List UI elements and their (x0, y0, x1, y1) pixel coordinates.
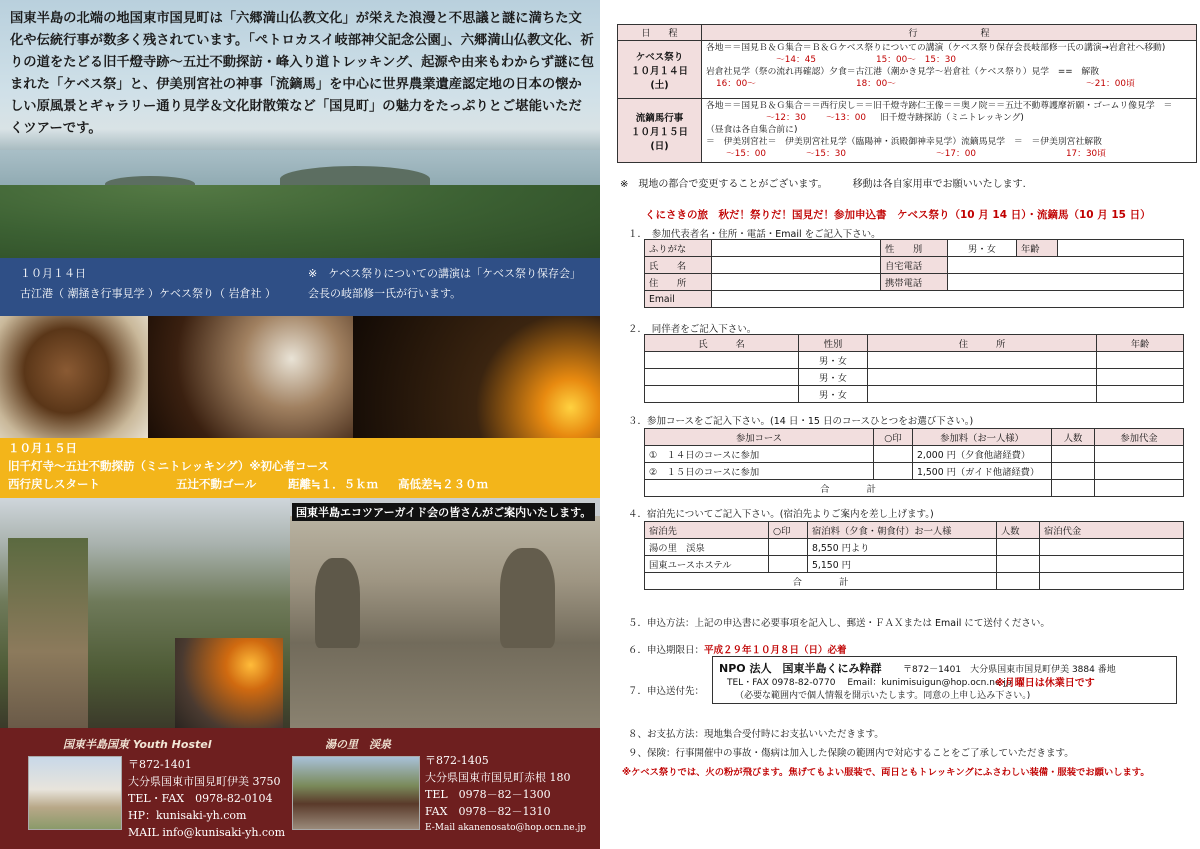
lodging-footer (0, 728, 600, 849)
day1-note-1: ※ ケベス祭りについての講演は「ケベス祭り保存会」 (308, 267, 581, 280)
section-7-label: ７．申込送付先： (628, 686, 705, 697)
lodging2-zip: 〒872-1405 (425, 754, 489, 767)
npo-holiday: ※月曜日は休業日です (995, 678, 1095, 689)
course-1-label: ① １４日のコースに参加 (645, 446, 874, 463)
companion-2-name[interactable] (645, 369, 799, 386)
deadline: 平成２９年１０月８日（日）必着 (704, 645, 847, 656)
schedule-note: ※ 現地の都合で変更することがございます。 移動は各自家用車でお願いいたします. (620, 179, 1026, 190)
fire-ritual-photo (148, 316, 353, 438)
hero-landscape-photo (0, 0, 600, 258)
section-2-heading: ２． 同伴者をご記入下さい。 (628, 324, 757, 335)
lodge-2-label: 国東ユースホステル (645, 556, 769, 573)
section-9-text: ９、保険：行事開催中の事故・傷病は加入した保険の範囲内で対応することをご了承していただきます。 (628, 748, 1074, 759)
age-field[interactable] (1058, 240, 1184, 257)
lodging2-mail: E-Mail akanenosato@hop.ocn.ne.jp (425, 823, 587, 833)
day1-band (0, 258, 600, 316)
day2-distance: 距離≒１．５ｋｍ (288, 477, 379, 491)
yabusame-day: 流鏑馬行事 １０月１５日(日) (618, 99, 702, 163)
festival-photo-strip (0, 316, 600, 438)
lodging1-address: 大分県国東市国見町伊美 3750 (128, 775, 281, 788)
day1-date: １０月１４日 (20, 267, 86, 280)
lodging1-zip: 〒872-1401 (128, 758, 192, 771)
trekking-photo-collage (0, 498, 600, 728)
lodging1-hp: HP：kunisaki-yh.com (128, 809, 247, 822)
course-2-label: ② １５日のコースに参加 (645, 463, 874, 480)
companion-table: 氏 名 性別 住 所 年齢 男・女 男・女 男・女 (644, 334, 1184, 403)
section-3-heading: ３．参加コースをご記入下さい。(14 日・15 日のコースひとつをお選び下さい。) (628, 416, 974, 427)
furigana-field[interactable] (712, 240, 881, 257)
lodging2-name: 湯の里 渓泉 (325, 738, 391, 751)
bonfire-crowd-photo (353, 316, 600, 438)
day2-elevation: 高低差≒２３０ｍ (398, 477, 489, 491)
section-1-heading: １． 参加代表者名・住所・電話・Email をご記入下さい。 (628, 229, 881, 240)
companion-3-name[interactable] (645, 386, 799, 403)
companion-1-name[interactable] (645, 352, 799, 369)
goma-fire-photo (175, 638, 283, 728)
lodging-table: 宿泊先 ○印 宿泊料（夕食・朝食付）お一人様 人数 宿泊代金 湯の里 渓泉 8,550 円より 国東ユースホステル 5,150 円 合 計 (644, 521, 1184, 590)
lodging2-address: 大分県国東市国見町赤根 180 (425, 771, 571, 784)
course-table: 参加コース ○印 参加料（お一人様） 人数 参加代金 ① １４日のコースに参加 2,000 円（夕食他諸経費） ② １５日のコースに参加 1,500 円（ガイド他諸経費） 合 計 (644, 428, 1184, 497)
mobile-field[interactable] (948, 274, 1184, 291)
mask-photo (0, 316, 148, 438)
section-5-text: ５．申込方法：上記の申込書に必要事項を記入し、郵送・ＦＡＸまたは Email にて送付ください。 (628, 618, 1050, 629)
day2-goal: 五辻不動ゴール (176, 477, 257, 491)
section-8-text: ８、お支払方法：現地集合受付時にお支払いいただきます。 (628, 729, 884, 740)
fire-warning: ※ケベス祭りでは、火の粉が飛びます。焦げてもよい服装で、両日ともトレッキングにふさわしい装備・服装でお願いします。 (622, 767, 1150, 778)
npo-org: NPO 法人 国東半島くにみ粋群 (719, 662, 882, 675)
lodging1-mail: MAIL info@kunisaki-yh.com (128, 826, 286, 839)
yabusame-plan: 各地＝＝国見Ｂ＆Ｇ集合＝＝西行戻し＝＝旧千燈寺跡仁王像＝＝奥ノ院＝＝五辻不動尊護摩祈願・ゴームリ像見学 ＝ ～12：30 ～13：00 旧千燈寺跡探訪（ミニトレッキング) （昼食は各自集合前に) ＝ 伊美別宮社＝ 伊美別宮社見学（臨陽神・浜殿御神幸見学）流鏑馬見学 ＝ ＝伊美別宮社解散 ～15：00 ～15：30 ～17：00 17：30頃 (702, 99, 1197, 163)
kebesu-day: ケベス祭り １０月１４日(土) (618, 41, 702, 99)
schedule-head-plan: 行 程 (702, 25, 1197, 41)
day1-note-2: 会長の岐部修一氏が行います。 (308, 287, 462, 300)
lodging1-name: 国東半島国東 Youth Hostel (63, 738, 212, 751)
lodging1-tel: TEL・FAX 0978-82-0104 (128, 792, 273, 805)
schedule-table (617, 24, 1197, 163)
section-6-text: ６．申込期限日：平成２９年１０月８日（日）必着 (628, 645, 847, 656)
stone-statue-right (500, 548, 555, 648)
home-tel-field[interactable] (948, 257, 1184, 274)
kebesu-plan: 各地＝＝国見Ｂ＆Ｇ集合＝Ｂ＆Ｇケベス祭りについての講演（ケベス祭り保存会長岐部修一氏の講演→岩倉社へ移動) ～14：45 15：00～ 15：30 岩倉社見学（祭の流れ再確認）夕食＝古江港（潮かき見学～岩倉社（ケベス祭り）見学 == 解散 16：00～ 18：00～ ～21：00頃 (702, 41, 1197, 99)
keisen-photo (292, 756, 420, 830)
email-field[interactable] (712, 291, 1184, 308)
npo-contact-box (712, 656, 1177, 704)
npo-privacy: （必要な範囲内で個人情報を開示いたします。同意の上申し込み下さい。) (735, 691, 1031, 701)
day2-start: 西行戻しスタート (8, 477, 100, 491)
gender-field[interactable]: 男・女 (948, 240, 1017, 257)
right-panel (600, 0, 1200, 849)
course-2-mark[interactable] (874, 463, 913, 480)
lodge-1-label: 湯の里 渓泉 (645, 539, 769, 556)
npo-address: 〒872－1401 大分県国東市国見町伊美 3884 番地 (903, 665, 1116, 675)
form-title: くにさきの旅 秋だ！祭りだ！国見だ！参加申込書 ケベス祭り（10 月 14 日）・流鏑馬（10 月 15 日） (645, 209, 1151, 221)
day2-line1: 旧千灯寺～五辻不動探訪（ミニトレッキング）※初心者コース (8, 459, 329, 473)
npo-contact: TEL・FAX 0978-82-0770 Email：kunimisuigun@hop.ocn.ne.jp (727, 678, 1012, 688)
guide-caption: 国東半島エコツアーガイド会の皆さんがご案内いたします。 (292, 503, 595, 521)
course-1-mark[interactable] (874, 446, 913, 463)
intro-text: 国東半島の北端の地国東市国見町は「六郷満山仏教文化」が栄えた浪漫と不思議と謎に満ちた文化や伝統行事が数多く残されています。「ペトロカスイ岐部神父記念公園」、六郷満山仏教文化、祈りの道をたどる旧千燈寺跡～五辻不動探訪・峰入り道トレッキング、起源や由来もわからず謎に包まれた「ケベス祭」と、伊美別宮社の神事「流鏑馬」を中心に世界農業遺産認定地の日本の懐かしい原風景とギャラリー通り見学＆文化財散策など「国見町」の魅力をたっぷりとご堪能いただくツアーです。 (10, 11, 594, 136)
day1-desc: 古江港（ 潮掻き行事見学 ）ケベス祭り（ 岩倉社 ） (20, 287, 276, 300)
day2-band (0, 438, 600, 498)
stone-statue-left (315, 558, 360, 648)
youth-hostel-photo (28, 756, 122, 830)
hikers-photo (8, 538, 88, 728)
representative-table: ふりがな 性 別 男・女 年齢 氏 名 自宅電話 住 所 携帯電話 Email (644, 239, 1184, 308)
name-field[interactable] (712, 257, 881, 274)
section-4-heading: ４．宿泊先についてご記入下さい。(宿泊先よりご案内を差し上げます。) (628, 509, 934, 520)
lodging2-fax: FAX 0978－82－1310 (425, 805, 551, 818)
lodging2-tel: TEL 0978－82－1300 (425, 788, 551, 801)
day2-date: １０月１５日 (8, 441, 77, 455)
address-field[interactable] (712, 274, 881, 291)
schedule-head-date: 日 程 (618, 25, 702, 41)
